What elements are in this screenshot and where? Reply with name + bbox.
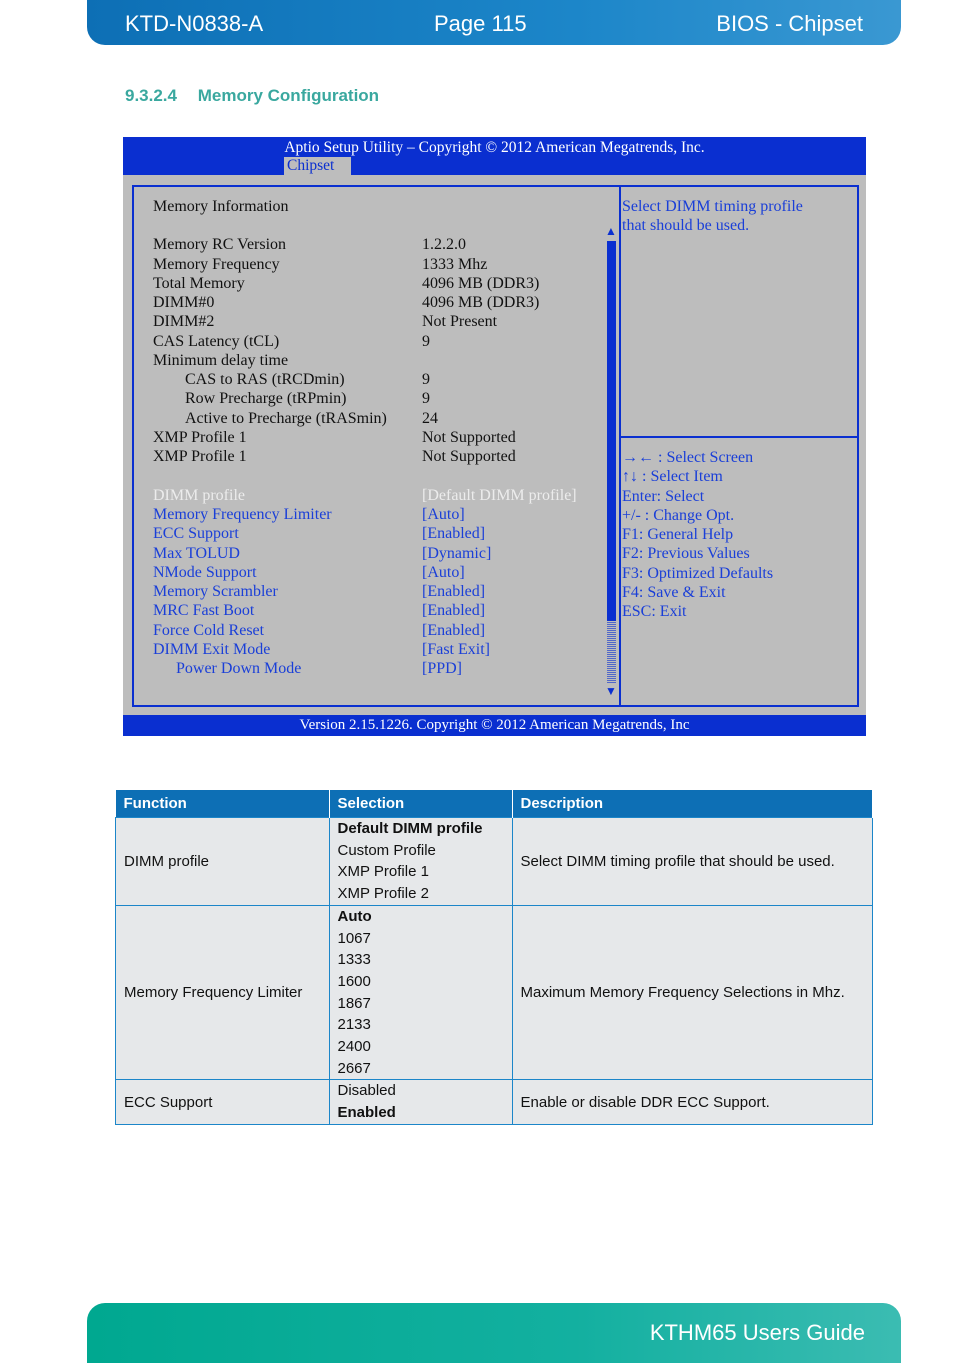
info-value: 1.2.2.0 — [422, 236, 466, 253]
option-label: NMode Support — [153, 564, 257, 581]
section-name: BIOS - Chipset — [716, 11, 863, 36]
key-hint: F3: Optimized Defaults — [622, 564, 774, 582]
info-value: Not Supported — [422, 448, 516, 465]
bios-screenshot — [123, 137, 866, 736]
selection-default: Default DIMM profile — [337, 820, 483, 837]
info-label: Memory Frequency — [153, 256, 280, 273]
selection-option: 1600 — [337, 972, 371, 990]
selection-option: XMP Profile 2 — [337, 885, 429, 903]
scroll-down-icon[interactable]: ▼ — [605, 684, 617, 698]
selection-option: 2133 — [337, 1016, 371, 1034]
info-value: Not Supported — [422, 429, 516, 446]
page-header — [87, 0, 901, 45]
scrollbar-thumb[interactable] — [607, 241, 616, 621]
info-label: Active to Precharge (tRASmin) — [185, 410, 387, 427]
selection-option: 1867 — [337, 994, 371, 1012]
option-value[interactable]: [Enabled] — [422, 602, 486, 619]
option-label: ECC Support — [153, 525, 239, 542]
option-label: Max TOLUD — [153, 545, 240, 562]
option-value[interactable]: [Dynamic] — [422, 545, 492, 562]
bios-version: Version 2.15.1226. Copyright © 2012 American Megatrends, Inc — [123, 715, 866, 736]
info-value: 9 — [422, 390, 430, 407]
info-value: 9 — [422, 333, 430, 350]
table-row — [116, 1080, 873, 1124]
description-cell: Select DIMM timing profile that should be used. — [512, 818, 873, 906]
key-hint: ↑↓ : Select Item — [622, 468, 723, 486]
selection-default: Enabled — [337, 1104, 396, 1122]
column-header: Description — [512, 790, 873, 818]
bios-title-bar — [123, 137, 866, 175]
info-value: 4096 MB (DDR3) — [422, 275, 540, 292]
info-value: 4096 MB (DDR3) — [422, 294, 540, 311]
info-label: Total Memory — [153, 275, 245, 292]
option-value[interactable]: [Auto] — [422, 506, 465, 523]
key-hint: F4: Save & Exit — [622, 584, 726, 602]
selection-cell — [329, 1080, 512, 1124]
selection-default: Auto — [337, 907, 372, 925]
table-row — [116, 818, 873, 906]
key-hint: Enter: Select — [622, 487, 705, 505]
option-value[interactable]: [Enabled] — [422, 525, 486, 542]
selection-option: XMP Profile 1 — [337, 863, 429, 881]
doc-id: KTD-N0838-A — [125, 11, 264, 36]
info-label: CAS Latency (tCL) — [153, 333, 280, 350]
section-number: 9.3.2.4 — [125, 86, 177, 105]
info-value: Not Present — [422, 313, 498, 330]
info-label: XMP Profile 1 — [153, 448, 247, 465]
option-value[interactable]: [Auto] — [422, 564, 465, 581]
option-label: DIMM Exit Mode — [153, 641, 271, 658]
page-number: Page 115 — [434, 11, 527, 36]
bios-divider — [619, 185, 621, 707]
option-label: Memory Frequency Limiter — [153, 506, 332, 523]
help-line: that should be used. — [622, 217, 750, 235]
guide-title: KTHM65 Users Guide — [649, 1320, 865, 1345]
column-header: Function — [116, 790, 330, 818]
key-hint: F1: General Help — [622, 526, 734, 544]
bios-title: Aptio Setup Utility – Copyright © 2012 American Megatrends, Inc. — [284, 139, 705, 156]
key-hint: →← : Select Screen — [622, 449, 754, 466]
table-header-row — [116, 790, 873, 818]
column-header: Selection — [329, 790, 512, 818]
key-hint: ESC: Exit — [622, 603, 687, 621]
options-table — [115, 790, 873, 1125]
info-label: DIMM#0 — [153, 294, 215, 311]
option-value[interactable]: [Enabled] — [422, 622, 486, 639]
section-heading — [125, 86, 379, 106]
option-value[interactable]: [Default DIMM profile] — [422, 487, 577, 504]
key-hint: F2: Previous Values — [622, 545, 750, 563]
option-label: DIMM profile — [153, 487, 245, 504]
info-value: 24 — [422, 410, 438, 427]
help-divider — [620, 436, 859, 438]
info-heading-text: Memory Information — [153, 198, 289, 215]
tab-chipset[interactable]: Chipset — [284, 157, 351, 175]
info-label: Minimum delay time — [153, 352, 289, 369]
option-value[interactable]: [Fast Exit] — [422, 641, 490, 658]
key-legend — [622, 448, 773, 622]
scroll-up-icon[interactable]: ▲ — [605, 224, 617, 238]
table-row — [116, 905, 873, 1080]
function-cell: Memory Frequency Limiter — [116, 905, 330, 1080]
info-label: CAS to RAS (tRCDmin) — [185, 371, 345, 388]
section-title: Memory Configuration — [197, 86, 380, 105]
description-cell: Enable or disable DDR ECC Support. — [512, 1080, 873, 1124]
option-label: MRC Fast Boot — [153, 602, 255, 619]
description-cell: Maximum Memory Frequency Selections in Mhz. — [512, 905, 873, 1080]
option-label: Force Cold Reset — [153, 622, 265, 639]
selection-cell — [329, 905, 512, 1080]
selection-option: 2667 — [337, 1059, 371, 1077]
help-text — [622, 197, 803, 236]
option-label: Memory Scrambler — [153, 583, 278, 600]
info-label: Row Precharge (tRPmin) — [185, 390, 347, 407]
help-line: Select DIMM timing profile — [622, 198, 803, 215]
info-value: 1333 Mhz — [422, 256, 488, 273]
info-label: XMP Profile 1 — [153, 429, 247, 446]
option-label: Power Down Mode — [176, 660, 302, 677]
info-label: DIMM#2 — [153, 313, 215, 330]
info-value: 9 — [422, 371, 430, 388]
option-value[interactable]: [PPD] — [422, 660, 463, 677]
selection-option: 1067 — [337, 929, 371, 947]
selection-option: 2400 — [337, 1038, 371, 1056]
option-value[interactable]: [Enabled] — [422, 583, 486, 600]
key-hint: +/- : Change Opt. — [622, 506, 735, 524]
page-footer — [87, 1303, 901, 1363]
scrollbar-track[interactable] — [607, 621, 616, 683]
info-label: Memory RC Version — [153, 236, 287, 253]
selection-cell — [329, 818, 512, 906]
function-cell: ECC Support — [116, 1080, 330, 1124]
selection-option: Disabled — [337, 1082, 396, 1100]
function-cell: DIMM profile — [116, 818, 330, 906]
selection-option: Custom Profile — [337, 841, 436, 859]
selection-option: 1333 — [337, 951, 371, 969]
